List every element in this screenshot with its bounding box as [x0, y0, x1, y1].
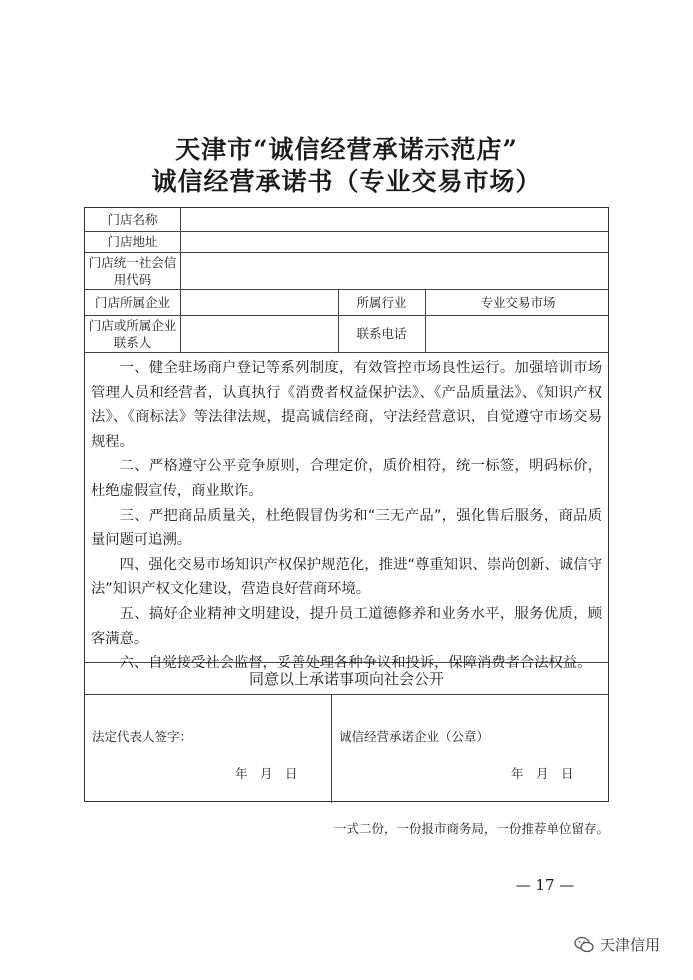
column-divider [331, 694, 332, 803]
contact-person-field[interactable] [181, 315, 338, 352]
commitment-item: 五、搞好企业精神文明建设，提升员工道德修养和业务水平，服务优质，顾客满意。 [91, 605, 602, 647]
title-line-1: 天津市“诚信经营承诺示范店” [175, 135, 518, 164]
commitment-item: 一、健全驻场商户登记等系列制度，有效管控市场良性运行。加强培训市场管理人员和经营者，认真执行《消费者权益保护法》、《产品质量法》、《知识产权法》、《商标法》等法律法规，提高诚信经商，守法经营意识，自觉遵守市场交易规程。 [91, 360, 602, 450]
phone-field[interactable] [426, 315, 610, 352]
commitments-body [91, 356, 602, 676]
copies-footnote: 一式二份，一份报市商务局，一份推荐单位留存。 [333, 821, 609, 836]
row-divider [85, 352, 608, 353]
parent-company-label: 门店所属企业 [94, 294, 170, 310]
legal-rep-signature-label: 法定代表人签字： [92, 729, 193, 744]
date-left: 年 月 日 [235, 766, 298, 781]
agree-disclosure-text: 同意以上承诺事项向社会公开 [248, 669, 444, 688]
store-name-label: 门店名称 [107, 212, 158, 227]
industry-label: 所属行业 [356, 294, 407, 310]
industry-value: 专业交易市场 [480, 294, 556, 310]
watermark [574, 934, 660, 955]
credit-code-field[interactable] [181, 252, 610, 289]
watermark-text: 天津信用 [600, 936, 661, 954]
phone-label: 联系电话 [356, 326, 407, 341]
store-address-label: 门店地址 [107, 234, 158, 249]
title-line-2: 诚信经营承诺书（专业交易市场） [151, 167, 542, 196]
parent-company-field[interactable] [181, 289, 338, 315]
commitment-item: 六、自觉接受社会监督，妥善处理各种争议和投诉，保障消费者合法权益。 [119, 655, 592, 672]
credit-code-label: 门店统一社会信用代码 [88, 254, 177, 287]
contact-person-label: 门店或所属企业联系人 [88, 317, 177, 350]
commitment-form [84, 207, 609, 802]
store-address-field[interactable] [181, 231, 610, 252]
wechat-icon [574, 936, 594, 954]
commitment-item: 二、严格遵守公平竞争原则，合理定价，质价相符，统一标签，明码标价，杜绝虚假宣传，商业欺诈。 [91, 458, 602, 499]
enterprise-seal-label: 诚信经营承诺企业（公章） [339, 729, 490, 744]
date-right: 年 月 日 [511, 766, 574, 781]
page-number: — 17 — [515, 876, 575, 894]
row-divider [85, 694, 608, 695]
commitment-item: 三、严把商品质量关，杜绝假冒伪劣和“三无产品”，强化售后服务，商品质量问题可追溯。 [91, 507, 602, 549]
commitment-item: 四、强化交易市场知识产权保护规范化，推进“尊重知识、崇尚创新、诚信守法”知识产权文化建设，营造良好营商环境。 [91, 556, 602, 598]
store-name-field[interactable] [181, 208, 610, 231]
